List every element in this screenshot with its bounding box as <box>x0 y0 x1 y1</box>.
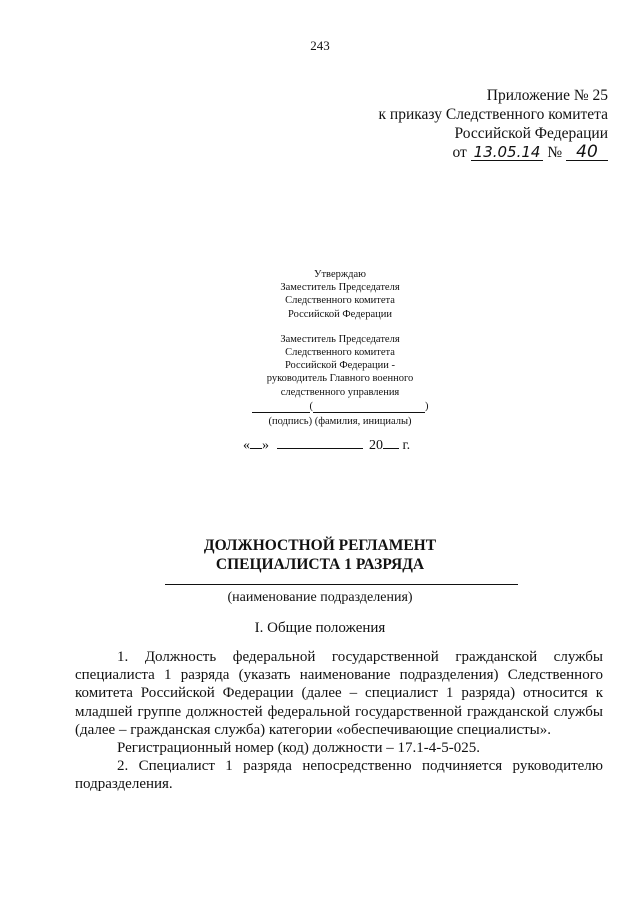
signature-blank <box>252 402 310 413</box>
appendix-header <box>379 86 608 162</box>
approval-line: Российской Федерации <box>288 308 392 320</box>
approval-line: следственного управления <box>280 386 400 398</box>
document-title <box>0 536 640 574</box>
approval-line: Следственного комитета <box>285 347 395 359</box>
paragraph: Регистрационный номер (код) должности – 17.1-4-5-025. <box>117 740 481 757</box>
approval-line: Заместитель Председателя <box>280 333 400 345</box>
appendix-org: Российской Федерации <box>454 125 608 142</box>
page-number: 243 <box>310 38 330 53</box>
handwritten-date: 13.05.14 <box>471 144 544 161</box>
appendix-title: Приложение № 25 <box>486 87 608 104</box>
handwritten-number: 40 <box>566 144 608 161</box>
title-line: ДОЛЖНОСТНОЙ РЕГЛАМЕНТ <box>203 537 437 554</box>
subdivision-blank-line <box>165 584 518 585</box>
signature-open-paren: ( <box>309 400 313 412</box>
title-line: СПЕЦИАЛИСТА 1 РАЗРЯДА <box>215 556 425 573</box>
number-sign: № <box>547 144 563 161</box>
signature-caption: (подпись) (фамилия, инициалы) <box>268 416 412 428</box>
date-open-quote: « <box>243 438 250 453</box>
year-prefix: 20 <box>369 438 383 453</box>
section-heading: I. Общие положения <box>254 620 386 636</box>
paragraph: 2. Специалист 1 разряда непосредственно подчиняется руководителю подразделения. <box>75 758 603 793</box>
approval-line: Российской Федерации - <box>284 360 396 372</box>
day-blank <box>250 436 262 449</box>
name-blank <box>313 402 425 413</box>
approval-heading: Утверждаю <box>314 269 366 280</box>
date-close-quote: » <box>262 438 269 453</box>
signature-line <box>215 400 465 413</box>
appendix-order-ref: к приказу Следственного комитета <box>378 106 608 123</box>
year-blank <box>383 436 399 449</box>
year-suffix: г. <box>402 438 411 453</box>
signature-close-paren: ) <box>425 400 429 412</box>
paragraph: 1. Должность федеральной государственной гражданской службы специалиста 1 разряда (указать наименование подразделения) Следственного комитета Российской Федерации (далее – специалист 1 разряда) относится к младшей группе должностей федеральной государственной гражданской службы (далее – гражданская служба) категории «обеспечивающие специалисты». <box>75 649 603 738</box>
approval-line: Следственного комитета <box>285 295 395 307</box>
subdivision-caption: (наименование подразделения) <box>227 590 413 605</box>
approval-date <box>243 436 410 454</box>
month-blank <box>277 436 363 449</box>
approval-line: Заместитель Председателя <box>280 282 400 294</box>
approval-line: руководитель Главного военного <box>266 373 414 385</box>
body-text <box>75 648 603 794</box>
approval-block <box>215 268 465 428</box>
appendix-date-line <box>379 143 608 162</box>
date-prefix: от <box>452 144 467 161</box>
